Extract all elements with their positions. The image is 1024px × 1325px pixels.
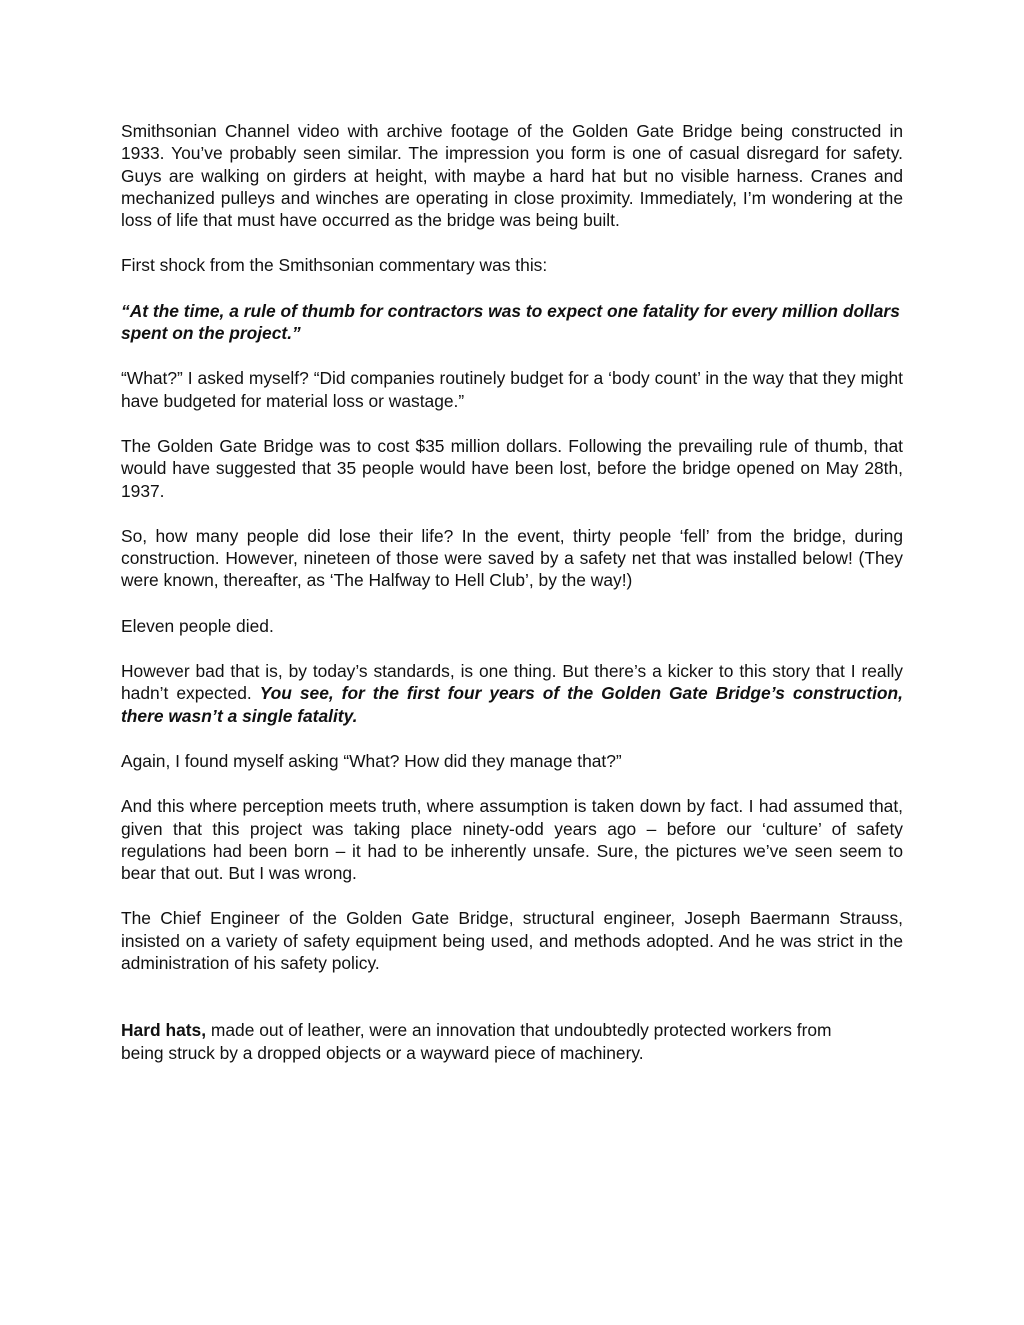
paragraph-how-many: So, how many people did lose their life? In the event, thirty people ‘fell’ from the bridge, during construction. However, nineteen of those were saved by a safety net that was installed below! (They were known, thereafter, as ‘The Halfway to Hell Club’, by the way!) <box>121 525 903 591</box>
paragraph-hard-hats <box>121 1019 866 1064</box>
paragraph-perception: And this where perception meets truth, where assumption is taken down by fact. I had assumed that, given that this project was taking place ninety-odd years ago – before our ‘culture’ of safety regulations had been born – it had to be inherently unsafe. Sure, the pictures we’ve seen seem to bear that out. But I was wrong. <box>121 796 903 884</box>
paragraph-bridge-cost: The Golden Gate Bridge was to cost $35 million dollars. Following the prevailing rule of thumb, that would have suggested that 35 people would have been lost, before the bridge opened on May 28th, 1937. <box>121 435 903 501</box>
paragraph-eleven-died: Eleven people died. <box>121 615 274 636</box>
kicker-text: However bad that is, by today’s standards, is one thing. But there’s a kicker to this story that I really hadn’t expected. <box>121 661 903 704</box>
document-page <box>121 120 903 1087</box>
paragraph-again-asking: Again, I found myself asking “What? How did they manage that?” <box>121 750 622 771</box>
paragraph-chief-engineer: The Chief Engineer of the Golden Gate Bridge, structural engineer, Joseph Baermann Strauss, insisted on a variety of safety equipment being used, and methods adopted. And he was strict in the administration of his safety policy. <box>121 908 903 974</box>
hard-hats-heading: Hard hats, <box>121 1020 207 1041</box>
kicker-emphasis: You see, for the first four years of the Golden Gate Bridge’s construction, there wasn’t a single fatality. <box>121 683 903 726</box>
paragraph-intro: Smithsonian Channel video with archive footage of the Golden Gate Bridge being constructed in 1933. You’ve probably seen similar. The impression you form is one of casual disregard for safety. Guys are walking on girders at height, with maybe a hard hat but no visible harness. Cranes and mechanized pulleys and winches are operating in close proximity. Immediately, I’m wondering at the loss of life that must have occurred as the bridge was being built. <box>121 121 903 231</box>
paragraph-first-shock: First shock from the Smithsonian commentary was this: <box>121 255 548 276</box>
hard-hats-text: made out of leather, were an innovation that undoubtedly protected workers from being struck by a dropped objects or a wayward piece of machinery. <box>121 1020 832 1063</box>
paragraph-kicker <box>121 660 903 727</box>
paragraph-what-asked: “What?” I asked myself? “Did companies routinely budget for a ‘body count’ in the way that they might have budgeted for material loss or wastage.” <box>121 368 903 411</box>
quote-rule-of-thumb: “At the time, a rule of thumb for contractors was to expect one fatality for every million dollars spent on the project.” <box>121 300 900 344</box>
